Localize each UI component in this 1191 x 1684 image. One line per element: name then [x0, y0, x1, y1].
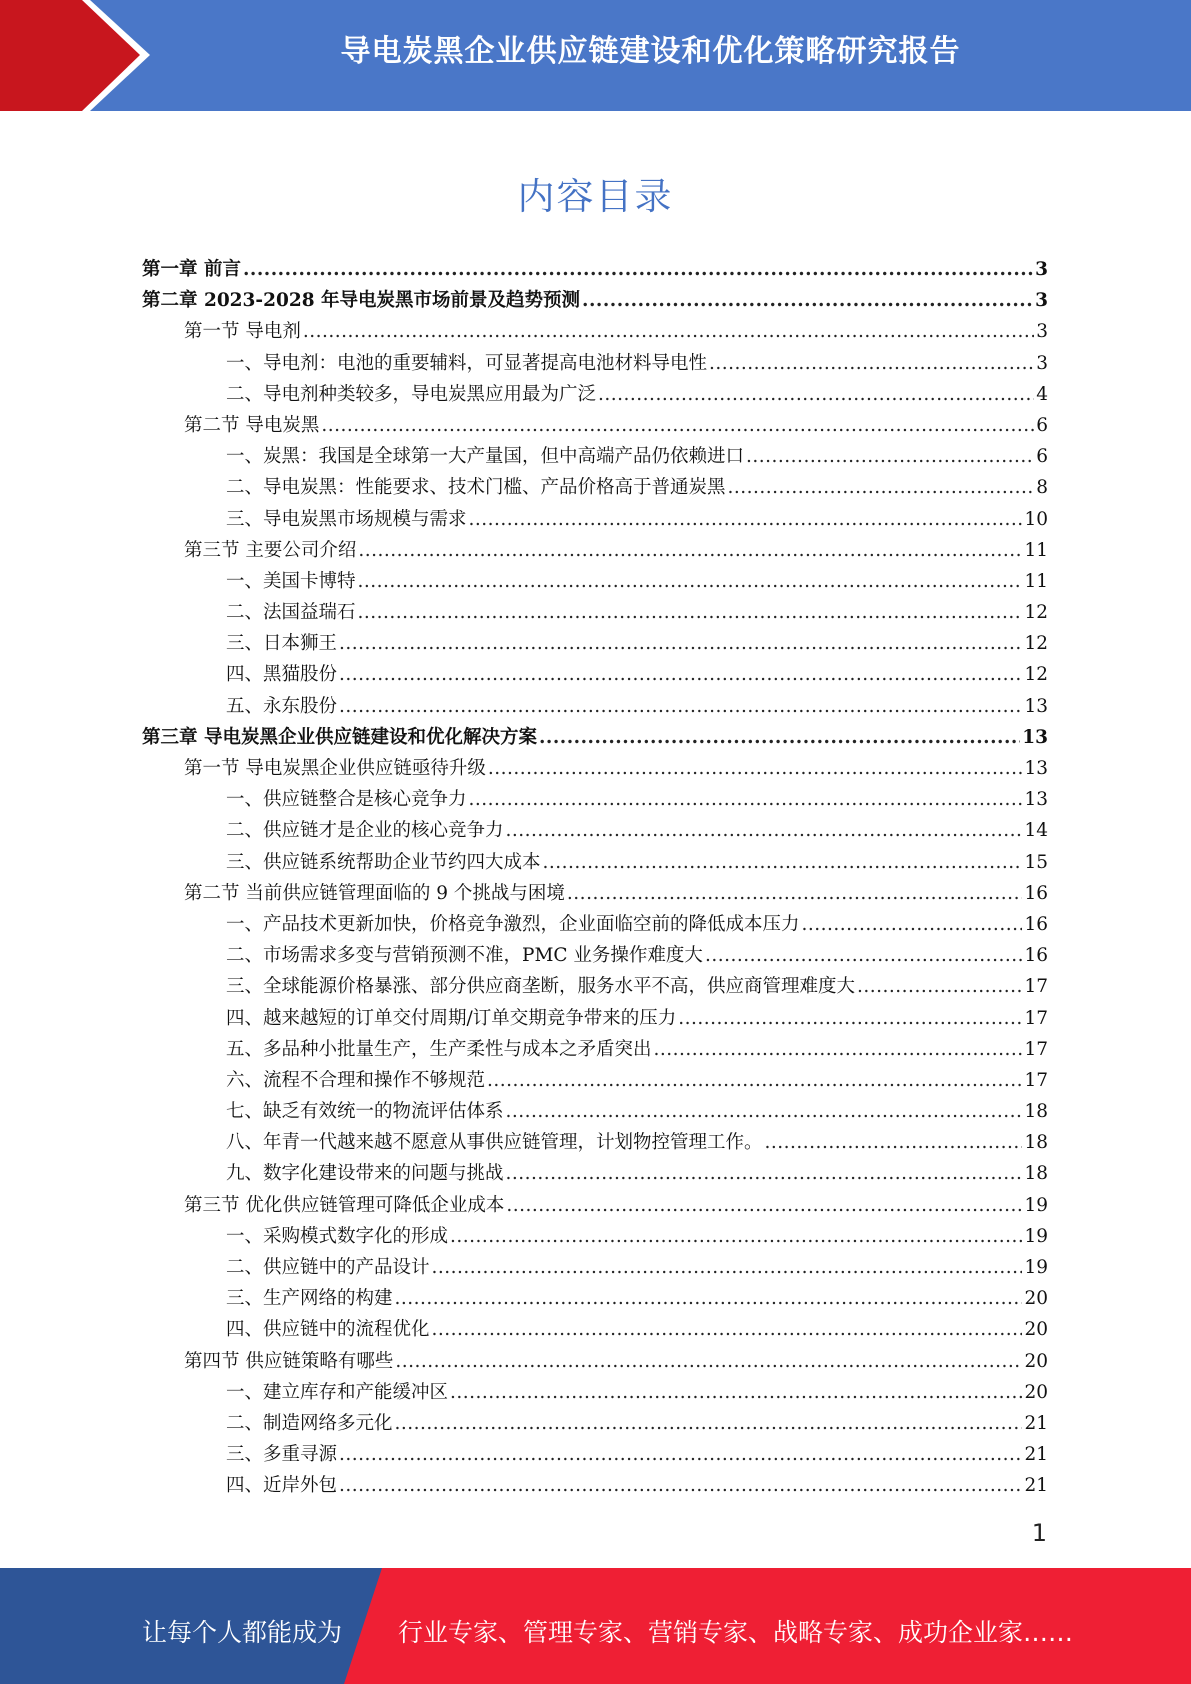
toc-entry-page: 3	[1035, 290, 1048, 312]
dot-leader	[506, 815, 1023, 846]
dot-leader	[709, 348, 1034, 379]
toc-entry[interactable]	[142, 815, 1048, 846]
toc-entry-title: 一、供应链整合是核心竞争力	[226, 789, 467, 811]
toc-entry-title: 二、制造网络多元化	[226, 1412, 393, 1434]
toc-entry-title: 第一章 前言	[142, 259, 241, 280]
toc-entry[interactable]	[142, 628, 1048, 659]
toc-entry-page: 21	[1024, 1412, 1048, 1434]
footer-slogan-left: 让每个人都能成为	[142, 1618, 343, 1647]
toc-entry-page: 12	[1024, 664, 1048, 686]
toc-entry-page: 8	[1036, 477, 1048, 499]
toc-entry-page: 16	[1024, 913, 1048, 935]
toc-entry[interactable]	[142, 1377, 1048, 1408]
dot-leader	[339, 1470, 1022, 1501]
toc-entry-page: 13	[1022, 726, 1048, 748]
toc-entry[interactable]	[142, 1096, 1048, 1127]
dot-leader	[488, 753, 1023, 784]
toc-entry-page: 19	[1024, 1225, 1048, 1247]
toc-entry-title: 七、缺乏有效统一的物流评估体系	[226, 1101, 504, 1123]
toc-entry[interactable]	[142, 1470, 1048, 1501]
toc-entry-title: 二、法国益瑞石	[226, 602, 356, 624]
toc-entry[interactable]	[142, 659, 1048, 690]
dot-leader	[469, 504, 1023, 535]
toc-entry-title: 三、全球能源价格暴涨、部分供应商垄断，服务水平不高，供应商管理难度大	[226, 976, 856, 998]
toc-entry-page: 14	[1024, 820, 1048, 842]
toc-entry[interactable]	[142, 940, 1048, 971]
toc-entry-title: 三、导电炭黑市场规模与需求	[226, 508, 467, 530]
toc-entry-page: 19	[1024, 1257, 1048, 1278]
toc-entry-title: 一、美国卡博特	[226, 570, 356, 592]
dot-leader	[339, 628, 1022, 659]
toc-entry-title: 一、采购模式数字化的形成	[226, 1225, 449, 1247]
toc-entry[interactable]	[142, 348, 1048, 379]
toc-entry-title: 一、导电剂：电池的重要辅料，可显著提高电池材料导电性	[226, 352, 708, 374]
toc-entry[interactable]	[142, 1408, 1048, 1439]
dot-leader	[705, 940, 1023, 971]
toc-entry[interactable]	[142, 504, 1048, 535]
toc-entry[interactable]	[142, 1003, 1048, 1034]
footer-banner	[0, 1568, 1191, 1684]
toc-entry-page: 16	[1024, 945, 1048, 967]
toc-entry[interactable]	[142, 1190, 1048, 1221]
toc-entry-page: 12	[1024, 602, 1048, 624]
dot-leader	[857, 971, 1022, 1002]
dot-leader	[654, 1034, 1023, 1065]
toc-entry-title: 三、生产网络的构建	[226, 1288, 393, 1310]
toc-entry-title: 四、近岸外包	[226, 1475, 338, 1497]
toc-entry-page: 19	[1024, 1194, 1048, 1216]
dot-leader	[450, 1221, 1022, 1252]
toc-entry-page: 3	[1035, 259, 1048, 280]
dot-leader	[395, 1408, 1023, 1439]
toc-entry-page: 3	[1036, 321, 1048, 343]
dot-leader	[303, 316, 1034, 347]
dot-leader	[802, 909, 1023, 940]
dot-leader	[358, 597, 1023, 628]
dot-leader	[339, 691, 1022, 722]
dot-leader	[567, 878, 1023, 909]
dot-leader	[598, 379, 1034, 410]
toc-entry-page: 4	[1036, 383, 1048, 405]
toc-entry-page: 17	[1024, 1007, 1048, 1029]
toc-entry-page: 11	[1024, 570, 1048, 592]
toc-entry-title: 四、黑猫股份	[226, 664, 338, 686]
toc-entry-title: 三、供应链系统帮助企业节约四大成本	[226, 851, 541, 873]
toc-entry-title: 三、多重寻源	[226, 1444, 338, 1466]
toc-entry-title: 二、导电剂种类较多，导电炭黑应用最为广泛	[226, 383, 597, 405]
page-number: 1	[1031, 1519, 1047, 1547]
toc-entry-title: 第二章 2023-2028 年导电炭黑市场前景及趋势预测	[142, 290, 581, 312]
header-red-arrow	[0, 0, 150, 111]
toc-entry-page: 20	[1024, 1350, 1048, 1372]
dot-leader	[487, 1065, 1022, 1096]
toc-entry[interactable]	[142, 441, 1048, 472]
dot-leader	[432, 1314, 1023, 1345]
toc-entry-title: 第三章 导电炭黑企业供应链建设和优化解决方案	[142, 726, 537, 748]
report-title: 导电炭黑企业供应链建设和优化策略研究报告	[340, 34, 961, 69]
dot-leader	[506, 1096, 1023, 1127]
toc-entry[interactable]	[142, 691, 1048, 722]
dot-leader	[432, 1252, 1023, 1283]
toc-entry-page: 16	[1024, 882, 1048, 904]
toc-entry-title: 二、供应链才是企业的核心竞争力	[226, 820, 504, 842]
toc-entry[interactable]	[142, 847, 1048, 878]
toc-entry[interactable]	[142, 410, 1048, 441]
dot-leader	[582, 285, 1033, 316]
toc-entry[interactable]	[142, 1127, 1048, 1158]
toc-entry-title: 第二节 导电炭黑	[184, 414, 320, 436]
toc-entry[interactable]	[142, 566, 1048, 597]
toc-entry-title: 五、多品种小批量生产，生产柔性与成本之矛盾突出	[226, 1038, 652, 1060]
toc-entry[interactable]	[142, 784, 1048, 815]
toc-entry-page: 15	[1024, 851, 1048, 873]
dot-leader	[395, 1346, 1022, 1377]
toc-entry-title: 二、供应链中的产品设计	[226, 1257, 430, 1278]
toc-entry[interactable]	[142, 1221, 1048, 1252]
toc-entry-page: 20	[1024, 1381, 1048, 1403]
toc-entry-page: 3	[1036, 352, 1048, 374]
toc-entry-title: 第一节 导电炭黑企业供应链亟待升级	[184, 758, 486, 779]
toc-entry-page: 18	[1024, 1101, 1048, 1123]
toc-entry-page: 11	[1024, 539, 1048, 561]
dot-leader	[539, 722, 1020, 753]
toc-entry-page: 10	[1024, 508, 1048, 530]
toc-entry-page: 21	[1024, 1444, 1048, 1466]
toc-entry-page: 12	[1024, 633, 1048, 655]
toc-entry-title: 第一节 导电剂	[184, 321, 301, 343]
toc-entry-title: 一、产品技术更新加快，价格竞争激烈，企业面临空前的降低成本压力	[226, 913, 800, 935]
toc-entry-page: 18	[1024, 1132, 1048, 1154]
dot-leader	[543, 847, 1023, 878]
toc-entry-page: 18	[1024, 1163, 1048, 1185]
toc-entry-title: 五、永东股份	[226, 695, 338, 717]
toc-entry[interactable]	[142, 1439, 1048, 1470]
dot-leader	[395, 1283, 1023, 1314]
toc-entry-page: 20	[1024, 1288, 1048, 1310]
toc-entry-title: 第三节 主要公司介绍	[184, 539, 357, 561]
toc-entry-title: 八、年青一代越来越不愿意从事供应链管理，计划物控管理工作。	[226, 1132, 763, 1154]
header-banner	[0, 0, 1191, 111]
dot-leader	[450, 1377, 1022, 1408]
dot-leader	[321, 410, 1034, 441]
toc-entry-title: 九、数字化建设带来的问题与挑战	[226, 1163, 504, 1185]
toc-entry-title: 四、供应链中的流程优化	[226, 1319, 430, 1341]
toc-entry-page: 13	[1024, 758, 1048, 779]
toc-entry-title: 第二节 当前供应链管理面临的 9 个挑战与困境	[184, 882, 565, 904]
toc-entry-title: 第四节 供应链策略有哪些	[184, 1350, 394, 1372]
toc-entry[interactable]	[142, 753, 1048, 784]
dot-leader	[746, 441, 1034, 472]
toc-entry[interactable]	[142, 1034, 1048, 1065]
toc-entry-page: 6	[1036, 414, 1048, 436]
dot-leader	[506, 1190, 1022, 1221]
toc-entry-page: 20	[1024, 1319, 1048, 1341]
toc-heading: 内容目录	[517, 175, 674, 218]
toc-entry[interactable]	[142, 472, 1048, 503]
toc-entry[interactable]	[142, 316, 1048, 347]
toc-entry[interactable]	[142, 971, 1048, 1002]
toc-entry-title: 六、流程不合理和操作不够规范	[226, 1069, 486, 1091]
dot-leader	[506, 1158, 1023, 1189]
toc-entry[interactable]	[142, 878, 1048, 909]
toc-entry[interactable]	[142, 285, 1048, 316]
toc-entry-page: 6	[1036, 446, 1048, 468]
table-of-contents	[142, 254, 1048, 1502]
toc-entry[interactable]	[142, 1346, 1048, 1377]
toc-entry[interactable]	[142, 254, 1048, 285]
toc-entry[interactable]	[142, 1283, 1048, 1314]
dot-leader	[469, 784, 1023, 815]
toc-entry[interactable]	[142, 1252, 1048, 1283]
toc-entry[interactable]	[142, 1314, 1048, 1345]
toc-entry-page: 17	[1024, 1038, 1048, 1060]
toc-entry-title: 第三节 优化供应链管理可降低企业成本	[184, 1194, 505, 1216]
toc-entry[interactable]	[142, 909, 1048, 940]
dot-leader	[339, 659, 1022, 690]
toc-entry[interactable]	[142, 1065, 1048, 1096]
toc-entry-title: 四、越来越短的订单交付周期/订单交期竞争带来的压力	[226, 1007, 677, 1029]
dot-leader	[339, 1439, 1022, 1470]
toc-entry[interactable]	[142, 379, 1048, 410]
toc-entry[interactable]	[142, 597, 1048, 628]
toc-entry-title: 二、导电炭黑：性能要求、技术门槛、产品价格高于普通炭黑	[226, 477, 726, 499]
toc-entry[interactable]	[142, 722, 1048, 753]
toc-entry-title: 一、炭黑：我国是全球第一大产量国，但中高端产品仍依赖进口	[226, 446, 745, 468]
dot-leader	[678, 1003, 1022, 1034]
toc-entry-page: 17	[1024, 1069, 1048, 1091]
toc-entry-title: 一、建立库存和产能缓冲区	[226, 1381, 449, 1403]
dot-leader	[728, 472, 1035, 503]
toc-entry-title: 二、市场需求多变与营销预测不准，PMC 业务操作难度大	[226, 945, 703, 967]
dot-leader	[358, 535, 1022, 566]
toc-entry-title: 三、日本狮王	[226, 633, 338, 655]
dot-leader	[765, 1127, 1023, 1158]
toc-entry-page: 21	[1024, 1475, 1048, 1497]
toc-entry[interactable]	[142, 535, 1048, 566]
dot-leader	[358, 566, 1023, 597]
footer-slogan-right: 行业专家、管理专家、营销专家、战略专家、成功企业家……	[398, 1618, 1074, 1647]
toc-entry-page: 13	[1024, 695, 1048, 717]
dot-leader	[243, 254, 1033, 285]
toc-entry[interactable]	[142, 1158, 1048, 1189]
toc-entry-page: 13	[1024, 789, 1048, 811]
toc-entry-page: 17	[1024, 976, 1048, 998]
